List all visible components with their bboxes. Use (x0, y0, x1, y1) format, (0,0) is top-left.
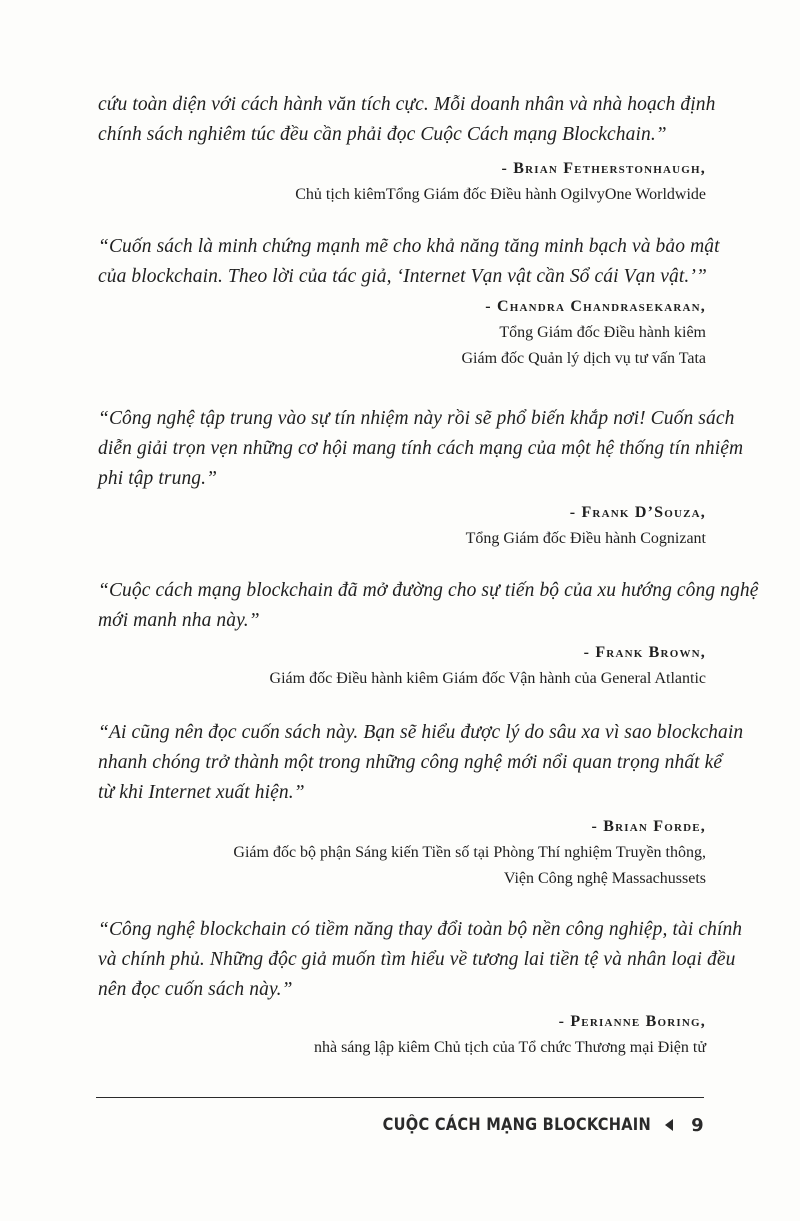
page-footer (339, 1110, 704, 1140)
testimonial-author: - Brian Forde, (591, 818, 706, 835)
testimonial-quote (98, 915, 743, 1005)
author-title-line: Tổng Giám đốc Điều hành kiêm (499, 324, 706, 341)
author-title-line: Giám đốc bộ phận Sáng kiến Tiền số tại Phòng Thí nghiệm Truyền thông, (233, 844, 706, 861)
quote-line: và chính phủ. Những độc giả muốn tìm hiểu về tương lai tiền tệ và nhân loại đều (98, 949, 736, 970)
testimonial-author-title (98, 526, 706, 552)
testimonial-author: - Perianne Boring, (558, 1013, 706, 1030)
quote-line: nhanh chóng trở thành một trong những công nghệ mới nổi quan trọng nhất kể (98, 752, 723, 773)
testimonial-author: - Frank D’Souza, (569, 504, 706, 521)
testimonial (98, 915, 743, 1061)
testimonial-author-title (98, 182, 706, 208)
testimonial (98, 718, 744, 892)
triangle-left-icon (665, 1119, 673, 1131)
testimonial-author: - Frank Brown, (583, 644, 706, 661)
testimonial-quote (98, 576, 759, 636)
testimonial-author: - Chandra Chandrasekaran, (485, 298, 706, 315)
quote-line: chính sách nghiêm túc đều cần phải đọc Cuộc Cách mạng Blockchain.” (98, 124, 667, 145)
author-title-line: Giám đốc Quản lý dịch vụ tư vấn Tata (461, 350, 706, 367)
quote-line: từ khi Internet xuất hiện.” (98, 782, 305, 803)
quote-line: phi tập trung.” (98, 468, 218, 489)
quote-line: nên đọc cuốn sách này.” (98, 979, 293, 1000)
testimonial-author-title (98, 666, 706, 692)
quote-line: “Công nghệ tập trung vào sự tín nhiệm này rồi sẽ phổ biến khắp nơi! Cuốn sách (98, 408, 735, 429)
quote-line: của blockchain. Theo lời của tác giả, ‘Internet Vạn vật cần Sổ cái Vạn vật.’” (98, 266, 707, 287)
quote-line: mới manh nha này.” (98, 610, 260, 631)
testimonial-quote (98, 90, 716, 150)
testimonial (98, 576, 759, 692)
testimonial (98, 90, 716, 208)
quote-line: “Cuốn sách là minh chứng mạnh mẽ cho khả năng tăng minh bạch và bảo mật (98, 236, 720, 257)
testimonial-quote (98, 232, 720, 292)
author-title-line: Giám đốc Điều hành kiêm Giám đốc Vận hành của General Atlantic (269, 670, 706, 687)
quote-line: cứu toàn diện với cách hành văn tích cực. Mỗi doanh nhân và nhà hoạch định (98, 94, 716, 115)
footer-divider (96, 1097, 704, 1098)
testimonial-author-title (98, 1035, 706, 1061)
author-title-line: Viện Công nghệ Massachussets (503, 870, 706, 887)
testimonial (98, 404, 744, 552)
testimonial-quote (98, 404, 744, 494)
running-footer-title: CUỘC CÁCH MẠNG BLOCKCHAIN (382, 1115, 652, 1135)
author-title-line: Chủ tịch kiêmTổng Giám đốc Điều hành OgilvyOne Worldwide (295, 186, 706, 203)
testimonial-quote (98, 718, 744, 808)
quote-line: “Ai cũng nên đọc cuốn sách này. Bạn sẽ hiểu được lý do sâu xa vì sao blockchain (98, 722, 744, 743)
quote-line: “Công nghệ blockchain có tiềm năng thay đổi toàn bộ nền công nghiệp, tài chính (98, 919, 743, 940)
testimonial-author: - Brian Fetherstonhaugh, (501, 160, 706, 177)
testimonial-author-title (98, 840, 706, 892)
author-title-line: Tổng Giám đốc Điều hành Cognizant (465, 530, 706, 547)
testimonial-author-title (98, 320, 706, 372)
page-number: 9 (691, 1114, 704, 1136)
author-title-line: nhà sáng lập kiêm Chủ tịch của Tổ chức Thương mại Điện tử (313, 1039, 706, 1056)
quote-line: diễn giải trọn vẹn những cơ hội mang tính cách mạng của một hệ thống tín nhiệm (98, 438, 744, 459)
quote-line: “Cuộc cách mạng blockchain đã mở đường cho sự tiến bộ của xu hướng công nghệ (98, 580, 759, 601)
testimonial (98, 232, 720, 372)
